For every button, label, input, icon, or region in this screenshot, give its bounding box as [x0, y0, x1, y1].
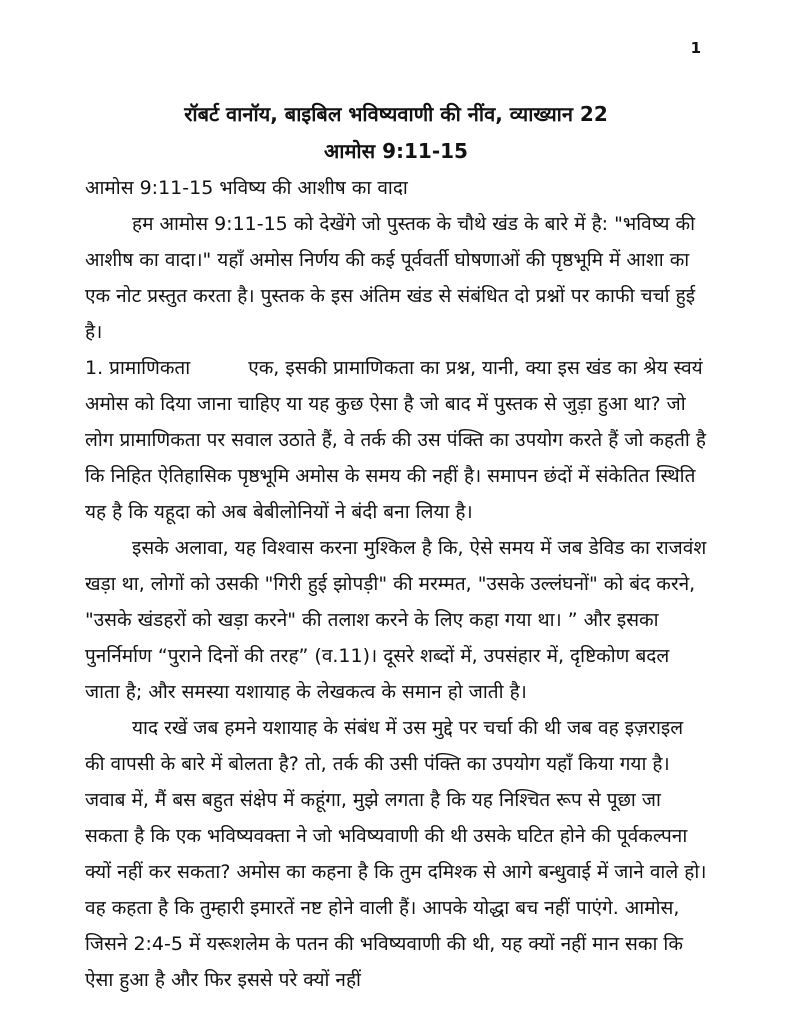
paragraph-authenticity: [85, 350, 707, 530]
section-number-label: 1. प्रामाणिकता: [85, 357, 191, 379]
page-number: 1: [690, 39, 701, 57]
section-heading: आमोस 9:11-15 भविष्य की आशीष का वादा: [85, 177, 408, 199]
section-authenticity-text: एक, इसकी प्रामाणिकता का प्रश्न, यानी, क्या इस खंड का श्रेय स्वयं अमोस को दिया जाना चाहिए या यह कुछ ऐसा है जो बाद में पुस्तक से जुड़ा हुआ था? जो लोग प्रामाणिकता पर सवाल उठाते हैं, वे तर्क की उस पंक्ति का उपयोग करते हैं जो कहती है कि निहित ऐतिहासिक पृष्ठभूमि अमोस के समय की नहीं है। समापन छंदों में संकेतित स्थिति यह है कि यहूदा को अब बेबीलोनियों ने बंदी बना लिया है।: [85, 357, 706, 523]
document-subtitle: आमोस 9:11-15: [324, 139, 468, 163]
paragraph-besides: इसके अलावा, यह विश्वास करना मुश्किल है कि, ऐसे समय में जब डेविड का राजवंश खड़ा था, लोगों को उसकी "गिरी हुई झोपड़ी" की मरम्मत, "उसके उल्लंघनों" को बंद करने, "उसके खंडहरों को खड़ा करने" की तलाश करने के लिए कहा गया था। ” और इसका पुनर्निर्माण “पुराने दिनों की तरह” (व.11)। दूसरे शब्दों में, उपसंहार में, दृष्टिकोण बदल जाता है; और समस्या यशायाह के लेखकत्व के समान हो जाती है।: [85, 537, 707, 703]
paragraph-intro: हम आमोस 9:11-15 को देखेंगे जो पुस्तक के चौथे खंड के बारे में है: "भविष्य की आशीष का वादा।" यहाँ अमोस निर्णय की कई पूर्ववर्ती घोषणाओं की पृष्ठभूमि में आशा का एक नोट प्रस्तुत करता है। पुस्तक के इस अंतिम खंड से संबंधित दो प्रश्नों पर काफी चर्चा हुई है।: [85, 213, 696, 343]
document-title: रॉबर्ट वानॉय, बाइबिल भविष्यवाणी की नींव, व्याख्यान 22: [184, 102, 608, 126]
paragraph-remember: याद रखें जब हमने यशायाह के संबंध में उस मुद्दे पर चर्चा की थी जब वह इज़राइल की वापसी के बारे में बोलता है? तो, तर्क की उसी पंक्ति का उपयोग यहाँ किया गया है। जवाब में, मैं बस बहुत संक्षेप में कहूंगा, मुझे लगता है कि यह निश्चित रूप से पूछा जा सकता है कि एक भविष्यवक्ता ने जो भविष्यवाणी की थी उसके घटित होने की पूर्वकल्पना क्यों नहीं कर सकता? अमोस का कहना है कि तुम दमिश्क से आगे बन्धुवाई में जाने वाले हो। वह कहता है कि तुम्हारी इमारतें नष्ट होने वाली हैं। आपके योद्धा बच नहीं पाएंगे. आमोस, जिसने 2:4-5 में यरूशलेम के पतन की भविष्यवाणी की थी, यह क्यों नहीं मान सका कि ऐसा हुआ है और फिर इससे परे क्यों नहीं: [85, 717, 707, 991]
